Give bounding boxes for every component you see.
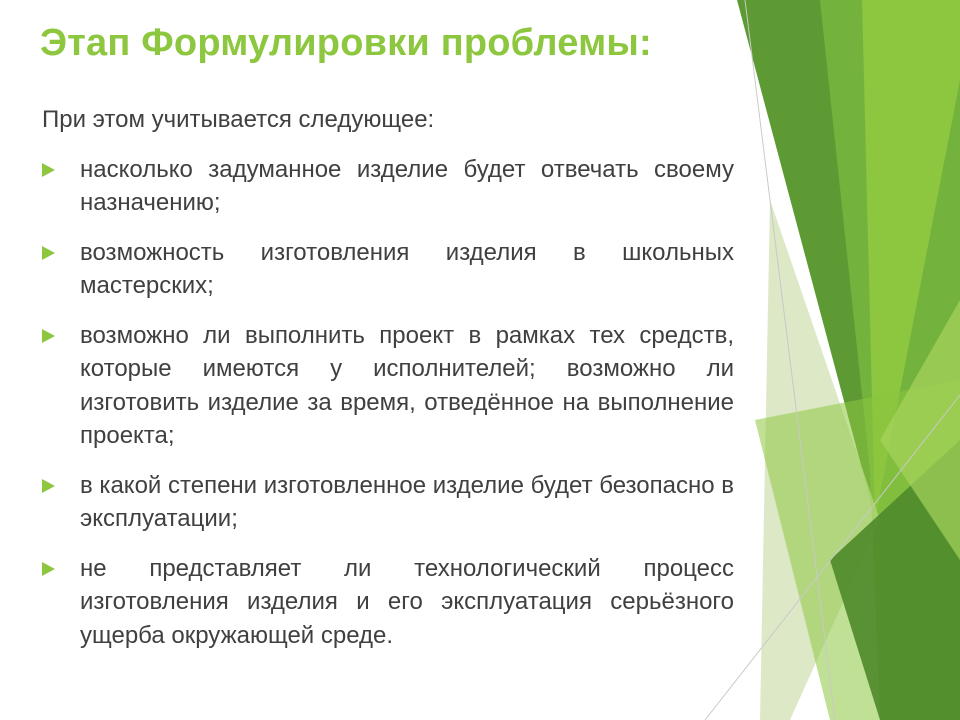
bullet-text: не представляет ли технологический процесс изготовления изделия и его эксплуатация серьёзного ущерба окружающей среде. (80, 554, 734, 649)
bullet-text: возможно ли выполнить проект в рамках тех средств, которые имеются у исполнителей; возможно ли изготовить изделие за время, отведённое на выполнение проекта; (80, 321, 734, 449)
bullet-item (42, 552, 734, 653)
slide-content (42, 103, 734, 668)
triangle-bullet-icon (42, 479, 55, 493)
triangle-bullet-icon (42, 329, 55, 343)
bullet-item (42, 236, 734, 303)
bullet-text: в какой степени изготовленное изделие будет безопасно в эксплуатации; (80, 471, 734, 532)
triangle-bullet-icon (42, 562, 55, 576)
bullet-text: возможность изготовления изделия в школьных мастерских; (80, 238, 734, 299)
intro-text: При этом учитывается следующее: (42, 106, 435, 133)
triangle-bullet-icon (42, 163, 55, 177)
triangle-bullet-icon (42, 246, 55, 260)
bullet-item (42, 469, 734, 536)
bullet-item (42, 153, 734, 220)
bullet-item (42, 319, 734, 453)
bullet-list (42, 153, 734, 653)
slide-title: Этап Формулировки проблемы: (40, 22, 652, 64)
bullet-text: насколько задуманное изделие будет отвечать своему назначению; (80, 155, 734, 216)
